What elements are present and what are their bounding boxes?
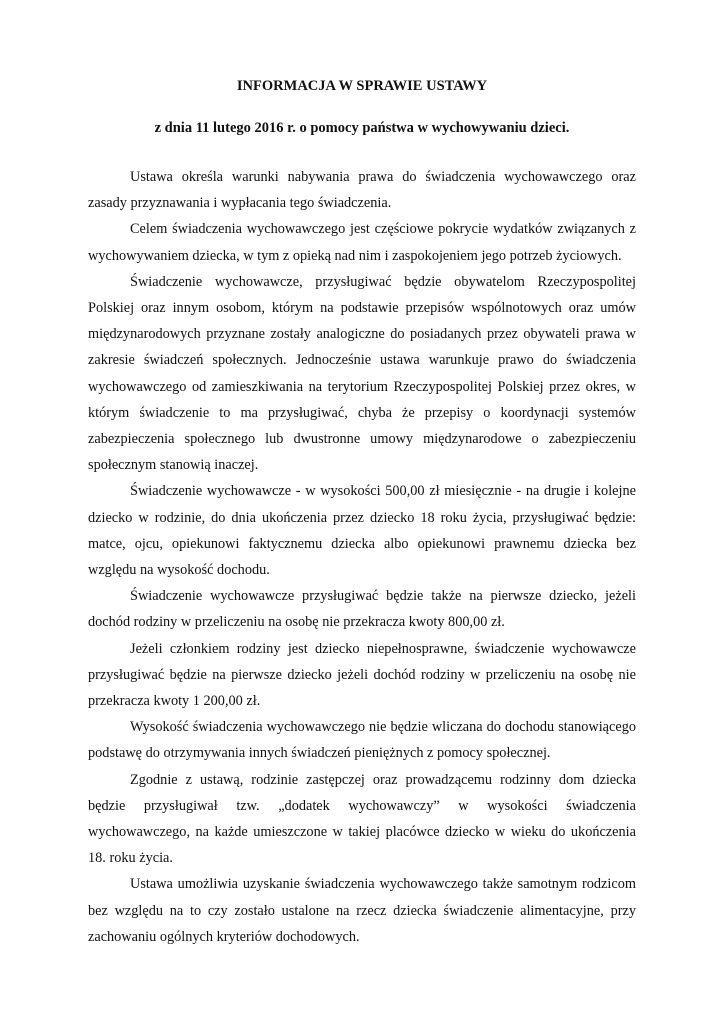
paragraph-9: Ustawa umożliwia uzyskanie świadczenia wychowawczego także samotnym rodzicom bez względu na to czy zostało ustalone na rzecz dziecka świadczenie alimentacyjne, przy zachowaniu ogólnych kryteriów dochodowych. <box>88 876 636 945</box>
document-page <box>88 68 636 950</box>
paragraph-1: Ustawa określa warunki nabywania prawa do świadczenia wychowawczego oraz zasady przyznawania i wypłacania tego świadczenia. <box>88 169 636 212</box>
paragraph-6: Jeżeli członkiem rodziny jest dziecko niepełnosprawne, świadczenie wychowawcze przysługiwać będzie na pierwsze dziecko jeżeli dochód rodziny w przeliczeniu na osobę nie przekracza kwoty 1 200,00 zł. <box>88 640 636 710</box>
document-title: INFORMACJA W SPRAWIE USTAWY <box>236 78 488 94</box>
paragraph-5: Świadczenie wychowawcze przysługiwać będzie także na pierwsze dziecko, jeżeli dochód rodziny w przeliczeniu na osobę nie przekracza kwoty 800,00 zł. <box>88 588 636 631</box>
paragraph-4: Świadczenie wychowawcze - w wysokości 500,00 zł miesięcznie - na drugie i kolejne dziecko w rodzinie, do dnia ukończenia przez dziecko 18 roku życia, przysługiwać będzie: matce, ojcu, opiekunowi faktycznemu dziecka albo opiekunowi prawnemu dziecka bez względu na wysokość dochodu. <box>88 483 636 579</box>
paragraph-7: Wysokość świadczenia wychowawczego nie będzie wliczana do dochodu stanowiącego podstawę do otrzymywania innych świadczeń pieniężnych z pomocy społecznej. <box>88 719 636 762</box>
paragraph-2: Celem świadczenia wychowawczego jest częściowe pokrycie wydatków związanych z wychowywaniem dziecka, w tym z opieką nad nim i zaspokojeniem jego potrzeb życiowych. <box>88 221 636 264</box>
document-body <box>88 164 636 950</box>
paragraph-3: Świadczenie wychowawcze, przysługiwać będzie obywatelom Rzeczypospolitej Polskiej oraz innym osobom, którym na podstawie przepisów wspólnotowych oraz umów międzynarodowych przyznane zostały analogiczne do posiadanych przez obywateli prawa w zakresie świadczeń społecznych. Jednocześnie ustawa warunkuje prawo do świadczenia wychowawczego od zamieszkiwania na terytorium Rzeczypospolitej Polskiej przez okres, w którym świadczenie to ma przysługiwać, chyba że przepisy o koordynacji systemów zabezpieczenia społecznego lub dwustronne umowy międzynarodowe o zabezpieczeniu społecznym stanowią inaczej. <box>88 273 636 474</box>
document-subtitle: z dnia 11 lutego 2016 r. o pomocy państwa w wychowywaniu dzieci. <box>154 120 570 136</box>
paragraph-8: Zgodnie z ustawą, rodzinie zastępczej oraz prowadzącemu rodzinny dom dziecka będzie przysługiwał tzw. „dodatek wychowawczy” w wysokości świadczenia wychowawczego, na każde umieszczone w takiej placówce dziecko w wieku do ukończenia 18. roku życia. <box>88 771 636 867</box>
